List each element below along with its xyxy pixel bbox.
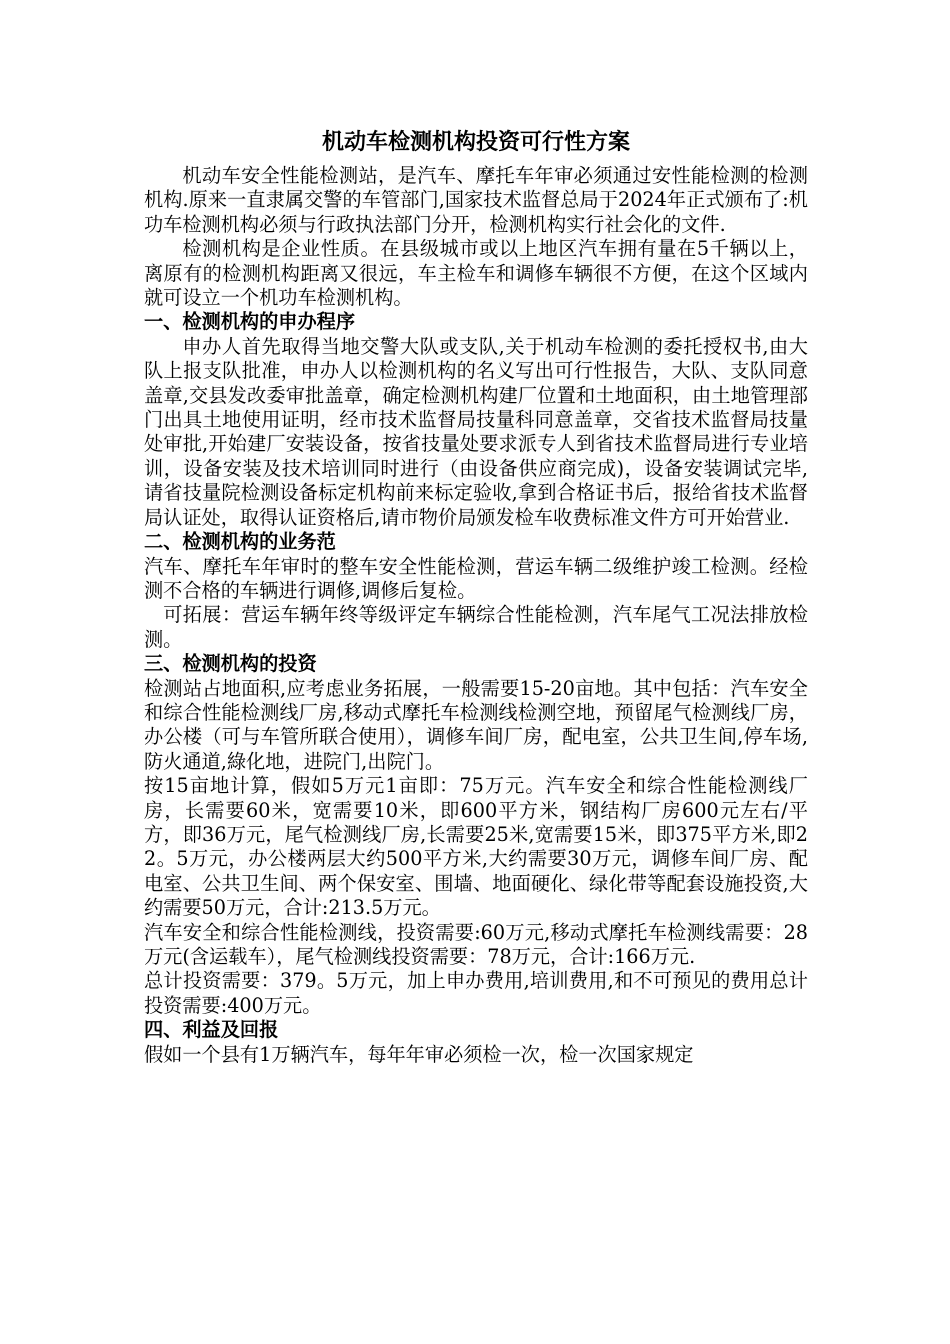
- section-heading-1: 一、检测机构的申办程序: [144, 310, 356, 334]
- section-3-paragraph-2: 按15亩地计算，假如5万元1亩即：75万元。汽车安全和综合性能检测线厂房，长需要60米，宽需要10米，即600平方米，钢结构厂房600元左右/平方，即36万元，尾气检测线厂房,长需要25米,宽需要15米，即375平方米,即22。5万元，办公楼两层大约500平方米,大约需要30万元，调修车间厂房、配电室、公共卫生间、两个保安室、围墙、地面硬化、绿化带等配套设施投资,大约需要50万元，合计:213.5万元。: [144, 774, 808, 920]
- section-3-paragraph-4: 总计投资需要：379。5万元，加上申办费用,培训费用,和不可预见的费用总计投资需要:400万元。: [144, 969, 808, 1017]
- section-2-paragraph-1: 汽车、摩托车年审时的整车安全性能检测，营运车辆二级维护竣工检测。经检测不合格的车辆进行调修,调修后复检。: [144, 554, 808, 602]
- section-1-paragraph-1: 申办人首先取得当地交警大队或支队,关于机动车检测的委托授权书,由大队上报支队批准，申办人以检测机构的名义写出可行性报告，大队、支队同意盖章,交县发改委审批盖章，确定检测机构建厂位置和土地面积，由土地管理部门出具土地使用证明，经市技术监督局技量科同意盖章，交省技术监督局技量处审批,开始建厂安装设备，按省技量处要求派专人到省技术监督局进行专业培训，设备安装及技术培训同时进行（由设备供应商完成)，设备安装调试完毕,请省技量院检测设备标定机构前来标定验收,拿到合格证书后，报给省技术监督局认证处，取得认证资格后,请市物价局颁发检车收费标准文件方可开始营业.: [144, 334, 808, 529]
- section-heading-4: 四、利益及回报: [144, 1018, 279, 1042]
- section-heading-2: 二、检测机构的业务范: [144, 530, 336, 554]
- document-title: 机动车检测机构投资可行性方案: [321, 130, 630, 155]
- section-2-paragraph-2: 可拓展：营运车辆年终等级评定车辆综合性能检测，汽车尾气工况法排放检测。: [144, 603, 808, 651]
- intro-paragraph-1: 机动车安全性能检测站，是汽车、摩托车年审必须通过安性能检测的检测机构.原来一直隶属交警的车管部门,国家技术监督总局于2024年正式颁布了:机功车检测机构必须与行政执法部门分开，检测机构实行社会化的文件.: [144, 164, 808, 236]
- section-4-paragraph-1: 假如一个县有1万辆汽车，每年年审必须检一次，检一次国家规定: [144, 1042, 694, 1066]
- intro-paragraph-2: 检测机构是企业性质。在县级城市或以上地区汽车拥有量在5千辆以上，离原有的检测机构距离又很远，车主检车和调修车辆很不方便，在这个区域内就可设立一个机功车检测机构。: [144, 237, 808, 310]
- section-3-paragraph-1: 检测站占地面积,应考虑业务拓展，一般需要15-20亩地。其中包括：汽车安全和综合性能检测线厂房,移动式摩托车检测线检测空地，预留尾气检测线厂房，办公楼（可与车管所联合使用），调修车间厂房，配电室，公共卫生间,停车场,防火通道,綠化地，进院门,出院门。: [144, 676, 808, 773]
- section-3-paragraph-3: 汽车安全和综合性能检测线，投资需要:60万元,移动式摩托车检测线需要：28万元(含运载车），尾气检测线投资需要：78万元，合计:166万元.: [144, 920, 808, 968]
- document-page: [144, 128, 808, 1067]
- section-heading-3: 三、检测机构的投资: [144, 652, 317, 676]
